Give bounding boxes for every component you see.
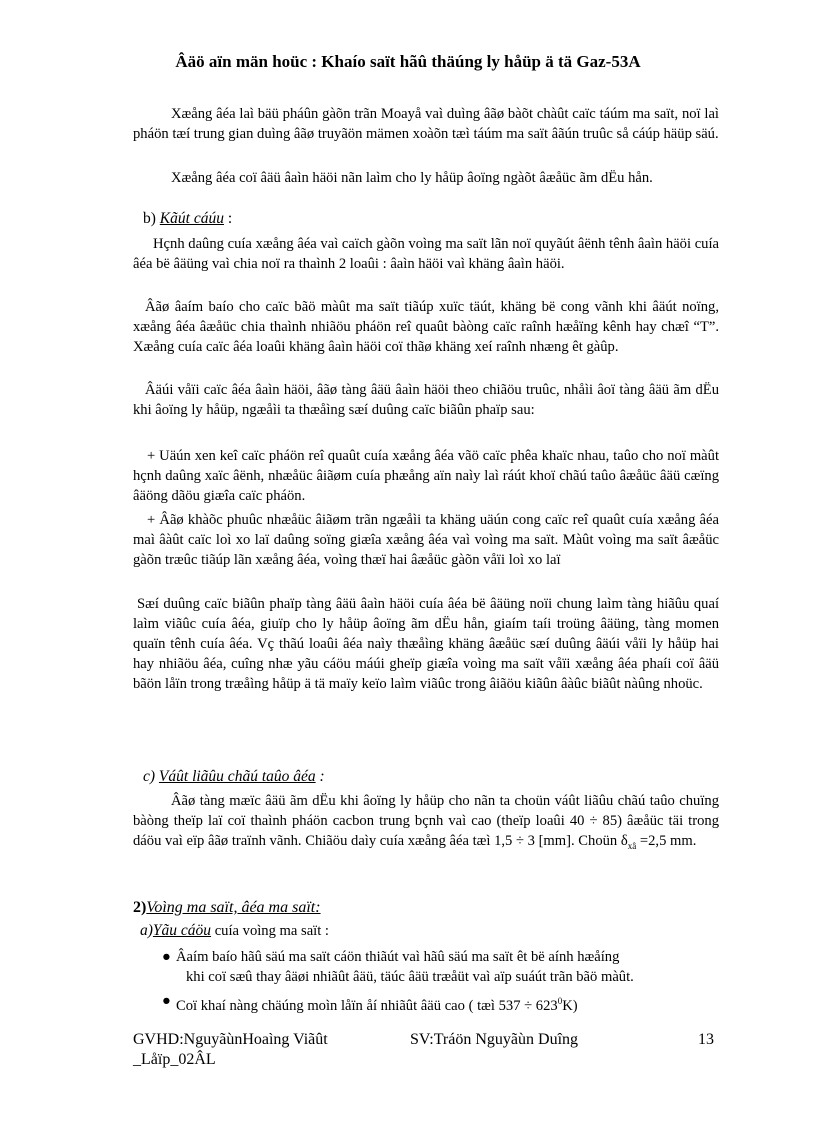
section-c-heading (143, 768, 325, 786)
page-header: Âäö aïn män hoüc : Khaío saït hãû thäúng ly håüp ä tä Gaz-53A (175, 52, 641, 71)
footer-advisor-line2: _Låïp_02ÂL (133, 1051, 216, 1068)
paragraph-9-text: Âãø tàng mæïc âäü ãm dËu khi âoïng ly håüp cho nãn ta choün váût liãûu chãú taûo chuïng bàòng theïp laï coï thaình pháön cacbon trung bçnh vaì cao (theïp loaûi 40 ÷ 85) âæåüc täi trong dáöu vaì eïp âãø traïnh vãnh. Chiãöu daìy cuía xæång âéa tæì 1,5 ÷ 3 [mm]. Choün δ (133, 793, 719, 849)
section-c-prefix: c) (143, 768, 159, 785)
section-2-title: Voìng ma saït, âéa ma saït: (146, 899, 321, 916)
section-a-suffix: cuía voìng ma saït : (211, 923, 329, 939)
section-2-prefix: 2) (133, 899, 147, 916)
section-b-prefix: b) (143, 210, 160, 227)
paragraph-6: + Uäún xen keî caïc pháön reî quaût cuía xæång âéa vãö caïc phêa khaïc nhau, taûo cho noï màût hçnh daûng xaïc âënh, nhæåüc âiãøm cuía phæång aïn naìy laì ráút khoï chãú taûo âæåüc âäü cæïng âäöng dãöu giæîa caïc pháön. (133, 448, 719, 504)
paragraph-7: + Âãø khàõc phuûc nhæåüc âiãøm trãn ngæåìi ta khäng uäún cong caïc reî quaût cuía xæång âéa maì âàût caïc loì xo laï daûng soïng giæîa xæång âéa vaì voìng ma saït. Màût voìng ma saït âæåüc gàõn træûc tiãúp lãn xæång âéa, voìng thæï hai âæåüc gàõn våïi loì xo laï (133, 512, 719, 568)
footer-advisor-line1: GVHD:NguyãùnHoaìng Viãût (133, 1031, 328, 1048)
section-2-heading (133, 899, 321, 917)
bullet-1-continuation: khi coï sæû thay âäøi nhiãût âäü, täúc âäü træåüt vaì aïp suáút trãn bãö màût. (186, 969, 634, 985)
section-c-title: Váût liãûu chãú taûo âéa (158, 768, 316, 785)
paragraph-1: Xæång âéa laì bäü pháûn gàõn trãn Moayå vaì duìng âãø bàõt chàût caïc táúm ma saït, noï laì pháön tæí trung gian duìng âãø truyãön mämen xoàõn tæì táúm ma saït âãún truûc så cáúp häüp säú. (133, 106, 719, 142)
bullet-2-tail: K) (562, 997, 578, 1014)
paragraph-8: Sæí duûng caïc biãûn phaïp tàng âäü âaìn häöi cuía âéa bë âäüng noïi chung laìm tàng hiãûu quaí laìm viãûc cuía âéa, giuïp cho ly håüp âoïng ãm dËu hån, giaím taíi troüng âäüng, tàng momen quaïn tênh cuía âéa. Vç thãú loaûi âéa naìy thæåìng khäng âæåüc sæí duûng âäúi våïi ly håüp hai hay nhiãöu âéa, cuîng nhæ yãu cáöu máúi gheïp giæîa voìng ma saït våïi xæång âéa phaíi coï âäü bãön låïn trong træåìng håüp ä tä maïy keïo laìm viãûc trong âiãöu kiãûn âàûc biãût nàûng nhoüc. (133, 596, 719, 692)
delta-subscript: xâ (627, 840, 637, 851)
paragraph-9-tail: =2,5 mm. (636, 833, 697, 849)
section-b-suffix: : (223, 210, 233, 227)
paragraph-2: Xæång âéa coï âäü âaìn häöi nãn laìm cho ly håüp âoïng ngàõt âæåüc ãm dËu hån. (171, 170, 653, 186)
section-b-heading (143, 210, 232, 228)
degree-superscript: 0 (557, 996, 563, 1006)
bullet-dot-icon: ● (162, 993, 171, 1009)
bullet-2-text: Coï khaí nàng chäúng moìn låïn åí nhiãût âäü cao ( tæì 537 ÷ 623 (176, 997, 558, 1014)
section-a-heading (140, 922, 329, 940)
section-c-suffix: : (315, 768, 325, 785)
paragraph-4: Âãø âaím baío cho caïc bãö màût ma saït tiãúp xuïc täút, khäng bë cong vãnh khi âäút noïng, xæång âéa âæåüc chia thaình nhiãöu pháön reî quaût bàòng caïc raînh hæåïng kênh hay chæî “T”. Xæång cuía caïc âéa loaûi khäng âaìn häöi coï thãø khäng xeí raînh nhæng êt gàûp. (133, 299, 719, 355)
bullet-1-text: Âaím baío hãû säú ma saït cáön thiãút vaì hãû säú ma saït êt bë aính hæåíng (176, 949, 620, 965)
footer-page-number: 13 (698, 1031, 714, 1048)
bullet-dot-icon: ● (162, 949, 171, 965)
section-a-title: Yãu cáöu (152, 922, 212, 939)
paragraph-9 (133, 791, 719, 856)
section-a-prefix: a) (140, 922, 153, 939)
paragraph-3: Hçnh daûng cuía xæång âéa vaì caïch gàõn voìng ma saït lãn noï quyãút âënh tênh âaìn häöi cuía âéa bë âäüng vaì chia noï ra thaình 2 loaûi : âaìn häöi vaì khäng âaìn häöi. (133, 236, 719, 272)
paragraph-5: Âäúi våïi caïc âéa âaìn häöi, âãø tàng âäü âaìn häöi theo chiãöu truûc, nhåìi âoï tàng âäü ãm dËu khi âoïng ly håüp, ngæåìi ta thæåìng sæí duûng caïc biãûn phaïp sau: (133, 382, 719, 418)
section-b-title: Kãút cáúu (159, 210, 224, 227)
footer-advisor (133, 1030, 328, 1070)
bullet-item-2 (162, 991, 719, 1016)
footer-student: SV:Tráön Nguyãùn Duîng (410, 1031, 579, 1048)
bullet-item-1 (162, 947, 719, 987)
